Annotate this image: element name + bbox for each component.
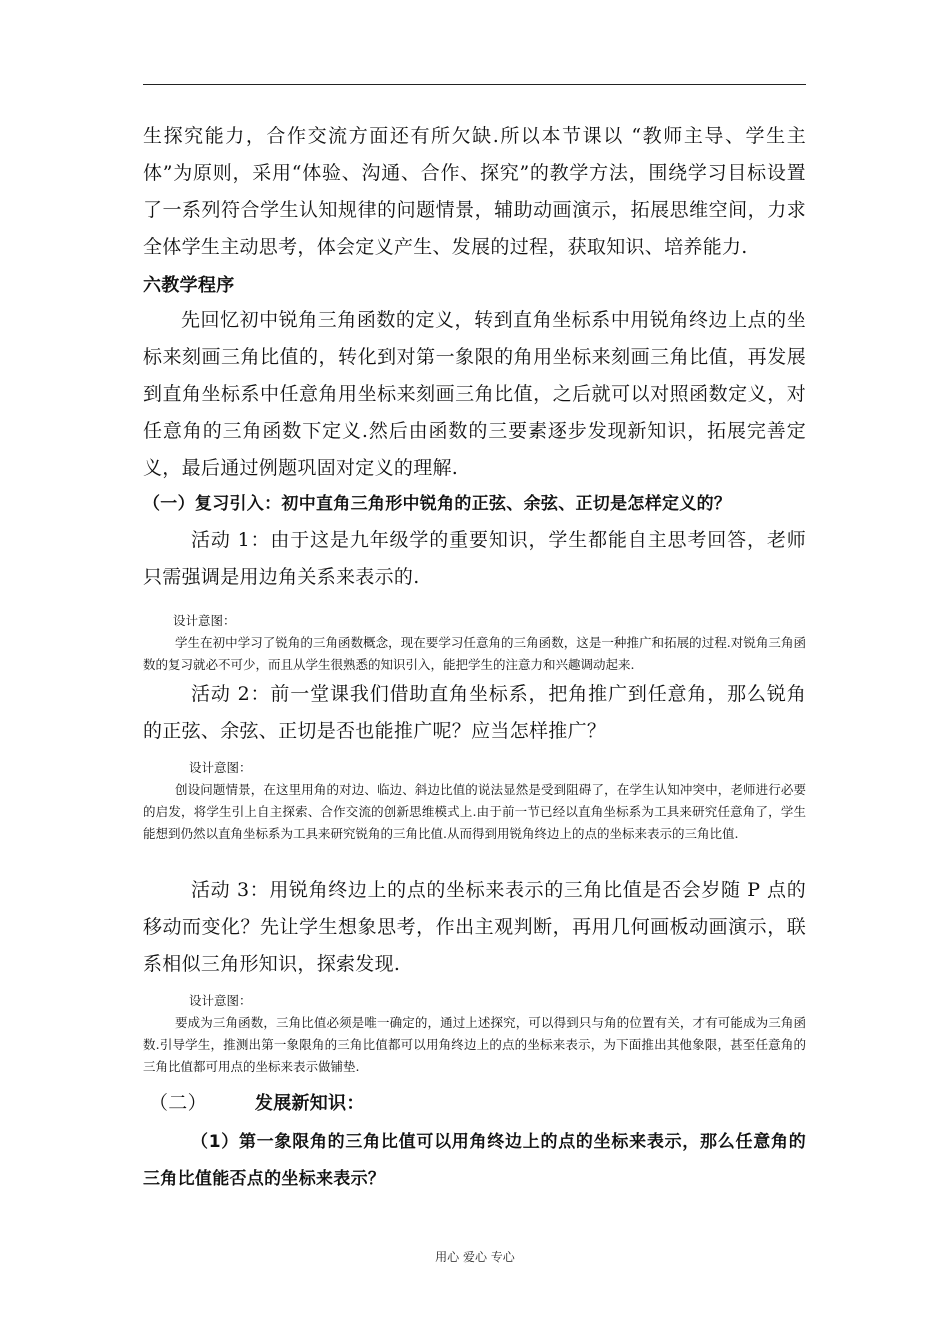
activity-2 xyxy=(143,676,806,750)
section-number: （二） xyxy=(149,1092,207,1114)
heading-text: 六教学程序 xyxy=(143,275,235,296)
activity-text: 活动 2：前一堂课我们借助直角坐标系，把角推广到任意角，那么锐角的正弦、余弦、正切是否也能推广呢？应当怎样推广？ xyxy=(143,683,806,742)
section-heading-text: （一）复习引入：初中直角三角形中锐角的正弦、余弦、正切是怎样定义的？ xyxy=(143,494,732,514)
paragraph-procedure xyxy=(143,302,806,487)
section-heading-line xyxy=(143,1085,806,1122)
design-text: 要成为三角函数，三角比值必须是唯一确定的，通过上述探究，可以得到只与角的位置有关，才有可能成为三角函数.引导学生，推测出第一象限角的三角比值都可以用角终边上的点的坐标来表示，为下面推出其他象限，甚至任意角的三角比值都可用点的坐标来表示做铺垫. xyxy=(143,1015,806,1074)
section-two-heading xyxy=(143,1085,806,1122)
header-rule xyxy=(143,84,806,85)
subsection-text: （1）第一象限角的三角比值可以用角终边上的点的坐标来表示，那么任意角的三角比值能否点的坐标来表示？ xyxy=(143,1132,806,1189)
subsection-1 xyxy=(143,1124,806,1198)
text-paragraph: 先回忆初中锐角三角函数的定义，转到直角坐标系中用锐角终边上点的坐标来刻画三角比值的，转化到对第一象限的角用坐标来刻画三角比值，再发展到直角坐标系中任意角用坐标来刻画三角比值，之后就可以对照函数定义，对任意角的三角函数下定义.然后由函数的三要素逐步发现新知识，拓展完善定义，最后通过例题巩固对定义的理解. xyxy=(143,309,806,479)
page-footer: 用心 爱心 专心 xyxy=(435,1250,515,1264)
design-text: 学生在初中学习了锐角的三角函数概念，现在要学习任意角的三角函数，这是一种推广和拓展的过程.对锐角三角函数的复习就必不可少，而且从学生很熟悉的知识引入，能把学生的注意力和兴趣调动起来. xyxy=(143,635,806,672)
activity-text: 活动 1：由于这是九年级学的重要知识，学生都能自主思考回答，老师只需强调是用边角关系来表示的. xyxy=(143,529,806,588)
section-one-heading xyxy=(143,486,806,523)
design-intent-2 xyxy=(143,757,806,845)
paragraph-intro xyxy=(143,118,806,266)
text-paragraph: 生探究能力，合作交流方面还有所欠缺.所以本节课以 “教师主导、学生主体”为原则，采用“体验、沟通、合作、探究”的教学方法，围绕学习目标设置了一系列符合学生认知规律的问题情景，辅助动画演示，拓展思维空间，力求全体学生主动思考，体会定义产生、发展的过程，获取知识、培养能力. xyxy=(143,125,806,258)
heading-teaching-procedure xyxy=(143,267,806,304)
activity-1 xyxy=(143,522,806,596)
design-text: 创设问题情景，在这里用角的对边、临边、斜边比值的说法显然是受到阻碍了，在学生认知冲突中，老师进行必要的启发，将学生引上自主探索、合作交流的创新思维模式上.由于前一节已经以直角坐标系为工具来研究任意角了，学生能想到仍然以直角坐标系为工具来研究锐角的三角比值.从而得到用锐角终边上的点的坐标来表示的三角比值. xyxy=(143,782,806,841)
activity-3 xyxy=(143,872,806,983)
design-label: 设计意图： xyxy=(173,613,236,628)
design-intent-1 xyxy=(143,610,806,676)
design-label: 设计意图： xyxy=(189,760,252,775)
activity-text: 活动 3：用锐角终边上的点的坐标来表示的三角比值是否会岁随 P 点的移动而变化？先让学生想象思考，作出主观判断，再用几何画板动画演示，联系相似三角形知识，探索发现. xyxy=(143,879,806,975)
section-title: 发展新知识： xyxy=(254,1093,365,1114)
design-label: 设计意图： xyxy=(189,993,252,1008)
design-intent-3 xyxy=(143,990,806,1078)
